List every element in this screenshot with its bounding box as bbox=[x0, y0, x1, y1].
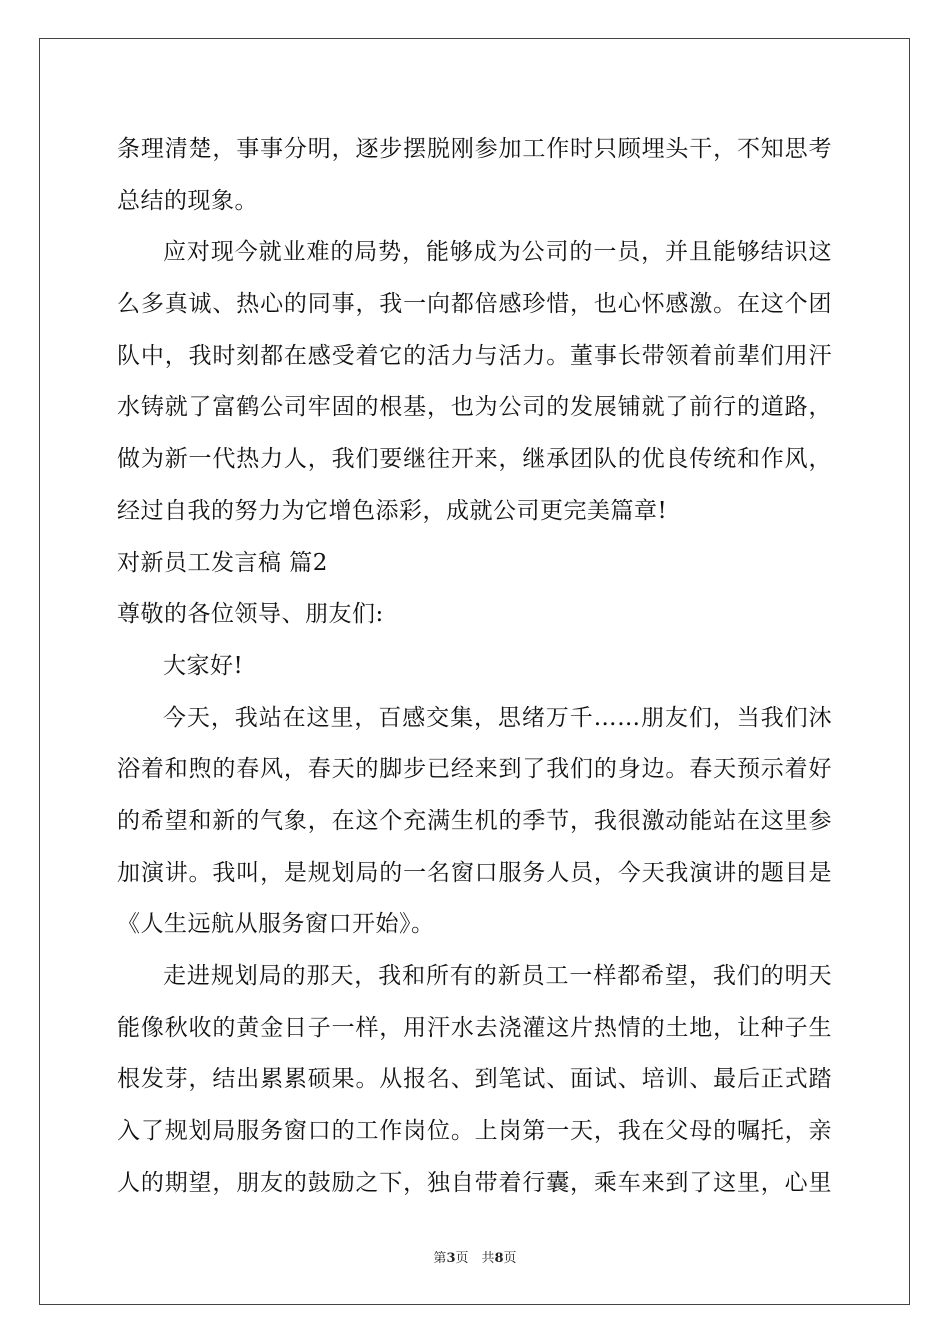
footer-suffix: 页 bbox=[503, 1251, 517, 1266]
text-line: 人的期望，朋友的鼓励之下，独自带着行囊，乘车来到了这里，心里 bbox=[117, 1169, 832, 1196]
current-page-number: 3 bbox=[446, 1251, 456, 1266]
text-line: 《人生远航从服务窗口开始》。 bbox=[117, 911, 435, 938]
text-line: 根发芽，结出累累硕果。从报名、到笔试、面试、培训、最后正式踏 bbox=[117, 1066, 832, 1093]
footer-prefix: 第 bbox=[433, 1251, 447, 1266]
text-line: 么多真诚、热心的同事，我一向都倍感珍惜，也心怀感激。在这个团 bbox=[117, 291, 832, 318]
text-line: 水铸就了富鹤公司牢固的根基，也为公司的发展铺就了前行的道路， bbox=[117, 394, 832, 421]
document-body bbox=[117, 124, 832, 1209]
footer-middle: 页 共 bbox=[455, 1251, 495, 1266]
text-line: 条理清楚，事事分明，逐步摆脱刚参加工作时只顾埋头干，不知思考 bbox=[117, 136, 832, 162]
text-line: 走进规划局的那天，我和所有的新员工一样都希望，我们的明天 bbox=[163, 963, 832, 989]
text-line: 能像秋收的黄金日子一样，用汗水去浇灌这片热情的土地，让种子生 bbox=[117, 1014, 832, 1041]
text-line: 队中，我时刻都在感受着它的活力与活力。董事长带领着前辈们用汗 bbox=[117, 342, 832, 369]
page-footer bbox=[0, 1247, 950, 1266]
section-heading: 对新员工发言稿 篇2 bbox=[117, 549, 328, 576]
text-line: 今天，我站在这里，百感交集，思绪万千……朋友们，当我们沐 bbox=[163, 704, 832, 731]
text-line: 总结的现象。 bbox=[117, 187, 258, 214]
text-line: 入了规划局服务窗口的工作岗位。上岗第一天，我在父母的嘱托，亲 bbox=[117, 1118, 832, 1145]
text-line: 加演讲。我叫，是规划局的一名窗口服务人员，今天我演讲的题目是 bbox=[117, 859, 832, 886]
text-line: 经过自我的努力为它增色添彩，成就公司更完美篇章! bbox=[117, 497, 668, 524]
greeting: 大家好! bbox=[163, 652, 244, 679]
total-pages-number: 8 bbox=[494, 1251, 504, 1266]
text-line: 的希望和新的气象，在这个充满生机的季节，我很激动能站在这里参 bbox=[117, 807, 832, 834]
salutation: 尊敬的各位领导、朋友们: bbox=[117, 601, 384, 628]
text-line: 浴着和煦的春风，春天的脚步已经来到了我们的身边。春天预示着好 bbox=[117, 756, 832, 783]
text-line: 做为新一代热力人，我们要继往开来，继承团队的优良传统和作风， bbox=[117, 446, 832, 473]
text-line: 应对现今就业难的局势，能够成为公司的一员，并且能够结识这 bbox=[163, 239, 832, 266]
